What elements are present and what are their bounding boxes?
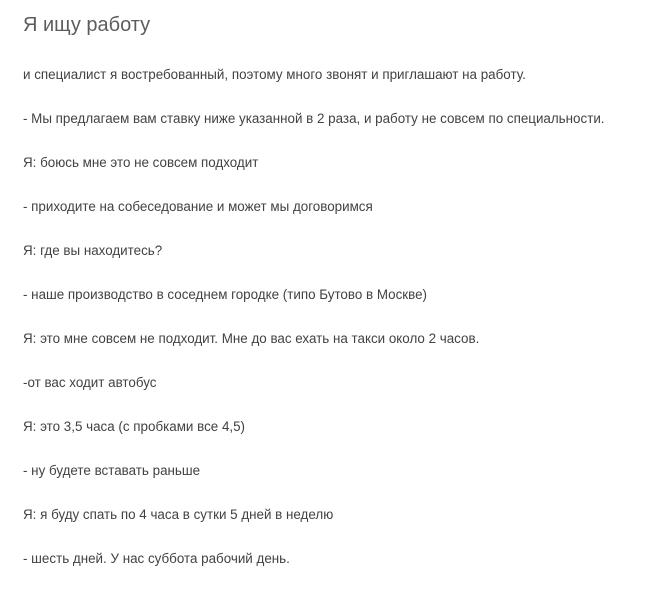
post — [23, 10, 663, 566]
post-line-7: Я: это мне совсем не подходит. Мне до вас ехать на такси около 2 часов. — [23, 331, 480, 346]
post-line-2: - Мы предлагаем вам ставку ниже указанной в 2 раза, и работу не совсем по специальности. — [23, 111, 605, 126]
post-line-6: - наше производство в соседнем городке (типо Бутово в Москве) — [23, 287, 428, 302]
post-line-4: - приходите на собеседование и может мы договоримся — [23, 199, 373, 214]
post-line-1: и специалист я востребованный, поэтому много звонят и приглашают на работу. — [23, 67, 526, 82]
post-line-9: Я: это 3,5 часа (с пробками все 4,5) — [23, 419, 246, 434]
post-line-5: Я: где вы находитесь? — [23, 243, 163, 258]
post-line-12: - шесть дней. У нас суббота рабочий день. — [23, 551, 290, 566]
post-body — [23, 66, 663, 594]
post-line-10: - ну будете вставать раньше — [23, 463, 201, 478]
post-line-8: -от вас ходит автобус — [23, 375, 157, 390]
post-line-3: Я: боюсь мне это не совсем подходит — [23, 155, 259, 170]
post-title: Я ищу работу — [23, 14, 151, 36]
post-line-11: Я: я буду спать по 4 часа в сутки 5 дней в неделю — [23, 507, 334, 522]
